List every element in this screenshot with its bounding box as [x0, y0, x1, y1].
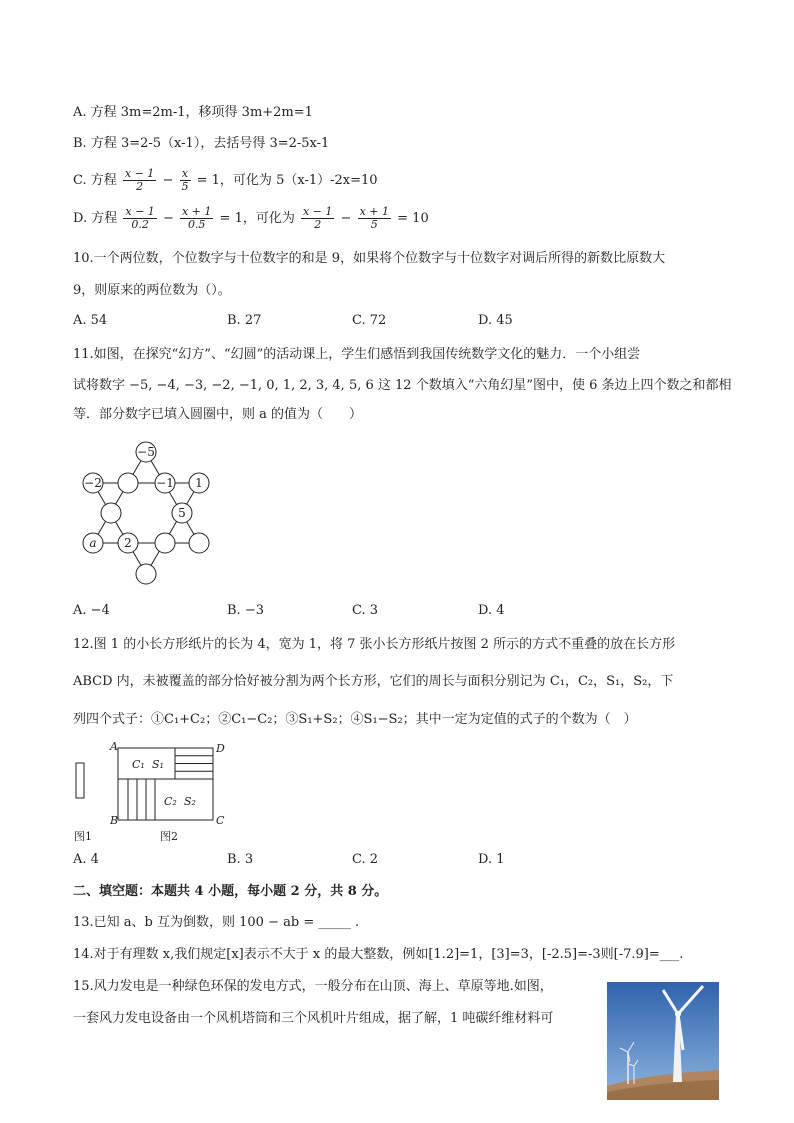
q10-stem-line1: 10.一个两位数，个位数字与十位数字的和是 9，如果将个位数字与十位数字对调后所得的新数比原数大	[73, 251, 666, 266]
q12-option-b: B. 3	[227, 852, 254, 867]
vertex-label-b: B	[110, 814, 119, 827]
q10-option-c: C. 72	[352, 313, 387, 328]
star-label: −1	[156, 476, 174, 490]
section-heading: 二、填空题：本题共 4 小题，每小题 2 分，共 8 分。	[73, 884, 388, 899]
q9-option-d: D. 方程 $\frac{x - 1}{0.2}$ − $\frac{x + 1}{0.5}$ = 1，可化为 $\frac{x - 1}{2}$ − $\frac{x + 1}{5}$ = 10	[73, 205, 429, 231]
q11-stem-line1: 11.如图，在探究“幻方”、“幻圆”的活动课上，学生们感悟到我国传统数学文化的魅力．一个小组尝	[73, 347, 641, 362]
label-s1: S₁	[152, 758, 164, 771]
vertex-label-c: C	[216, 814, 225, 827]
q11-stem-line2: 试将数字 −5, −4, −3, −2, −1, 0, 1, 2, 3, 4, 5, 6 这 12 个数填入“六角幻星”图中，使 6 条边上四个数之和都相	[73, 378, 732, 393]
fraction: $\frac{x - 1}{0.2}$	[125, 205, 155, 231]
wind-turbine-photo	[607, 982, 719, 1100]
fraction: $\frac{x}{5}$	[181, 167, 189, 193]
fraction: $\frac{x - 1}{2}$	[302, 205, 333, 231]
star-node-bottom	[136, 564, 156, 584]
star-node-lower-inner-right	[155, 533, 175, 553]
fraction: $\frac{x + 1}{0.5}$	[181, 205, 212, 231]
q14-stem: 14.对于有理数 x,我们规定[x]表示不大于 x 的最大整数，例如[1.2]=1，[3]=3，[-2.5]=-3则[-7.9]=___.	[73, 947, 684, 962]
star-label: −2	[84, 476, 102, 490]
q11-option-c: C. 3	[352, 603, 379, 618]
q11-stem-line3: 等．部分数字已填入圆圈中，则 a 的值为（ ）	[73, 407, 363, 422]
star-node-upper-inner-left	[118, 473, 138, 493]
figure2-caption: 图2	[160, 830, 178, 843]
fraction: $\frac{x - 1}{2}$	[124, 167, 155, 193]
label-s2: S₂	[184, 795, 196, 808]
star-label: −5	[137, 445, 155, 459]
q15-stem-line1: 15.风力发电是一种绿色环保的发电方式，一般分布在山顶、海上、草原等地.如图，	[73, 979, 553, 994]
q10-stem-line2: 9，则原来的两位数为（）。	[73, 283, 231, 298]
q9-option-c: C. 方程 $\frac{x - 1}{2}$ − $\frac{x}{5}$ = 1，可化为 5（x-1）-2x=10	[73, 167, 378, 193]
q12-stem-line1: 12.图 1 的小长方形纸片的长为 4，宽为 1，将 7 张小长方形纸片按图 2 所示的方式不重叠的放在长方形	[73, 637, 676, 652]
q10-option-d: D. 45	[478, 313, 513, 328]
star-node-mid-left	[101, 503, 121, 523]
star-label: 5	[178, 506, 186, 520]
fraction: $\frac{x + 1}{5}$	[359, 205, 390, 231]
q11-option-a: A. −4	[73, 603, 110, 618]
q11-option-b: B. −3	[227, 603, 264, 618]
rectangle-figures	[70, 738, 240, 848]
q11-option-d: D. 4	[478, 603, 505, 618]
q12-stem-line3: 列四个式子：①C₁+C₂；②C₁−C₂；③S₁+S₂；④S₁−S₂；其中一定为定值的式子的个数为（ ）	[73, 712, 637, 727]
q9-option-b: B. 方程 3=2-5（x-1），去括号得 3=2-5x-1	[73, 136, 330, 151]
q12-option-a: A. 4	[73, 852, 99, 867]
vertex-label-a: A	[110, 740, 118, 753]
q10-option-a: A. 54	[73, 313, 108, 328]
q9-option-a: A. 方程 3m=2m-1，移项得 3m+2m=1	[73, 105, 313, 120]
vertex-label-d: D	[216, 742, 225, 755]
q10-option-b: B. 27	[227, 313, 262, 328]
q12-option-d: D. 1	[478, 852, 505, 867]
q12-stem-line2: ABCD 内，未被覆盖的部分恰好被分割为两个长方形，它们的周长与面积分别记为 C₁，C₂，S₁，S₂，下	[73, 674, 674, 689]
star-label: a	[89, 536, 97, 550]
label-c1: C₁	[132, 758, 145, 771]
q15-stem-line2: 一套风力发电设备由一个风机塔筒和三个风机叶片组成，据了解，1 吨碳纤维材料可	[73, 1011, 554, 1026]
label-c2: C₂	[164, 795, 177, 808]
figure1-caption: 图1	[74, 830, 92, 843]
star-label: 1	[195, 476, 203, 490]
star-node-lower-right	[189, 533, 209, 553]
figure1-small-rectangle	[76, 763, 84, 798]
six-pointed-star-figure	[78, 440, 218, 588]
q12-option-c: C. 2	[352, 852, 379, 867]
star-label: 2	[124, 536, 132, 550]
q13-stem: 13.已知 a、b 互为倒数，则 100 − ab = _____ .	[73, 915, 360, 930]
